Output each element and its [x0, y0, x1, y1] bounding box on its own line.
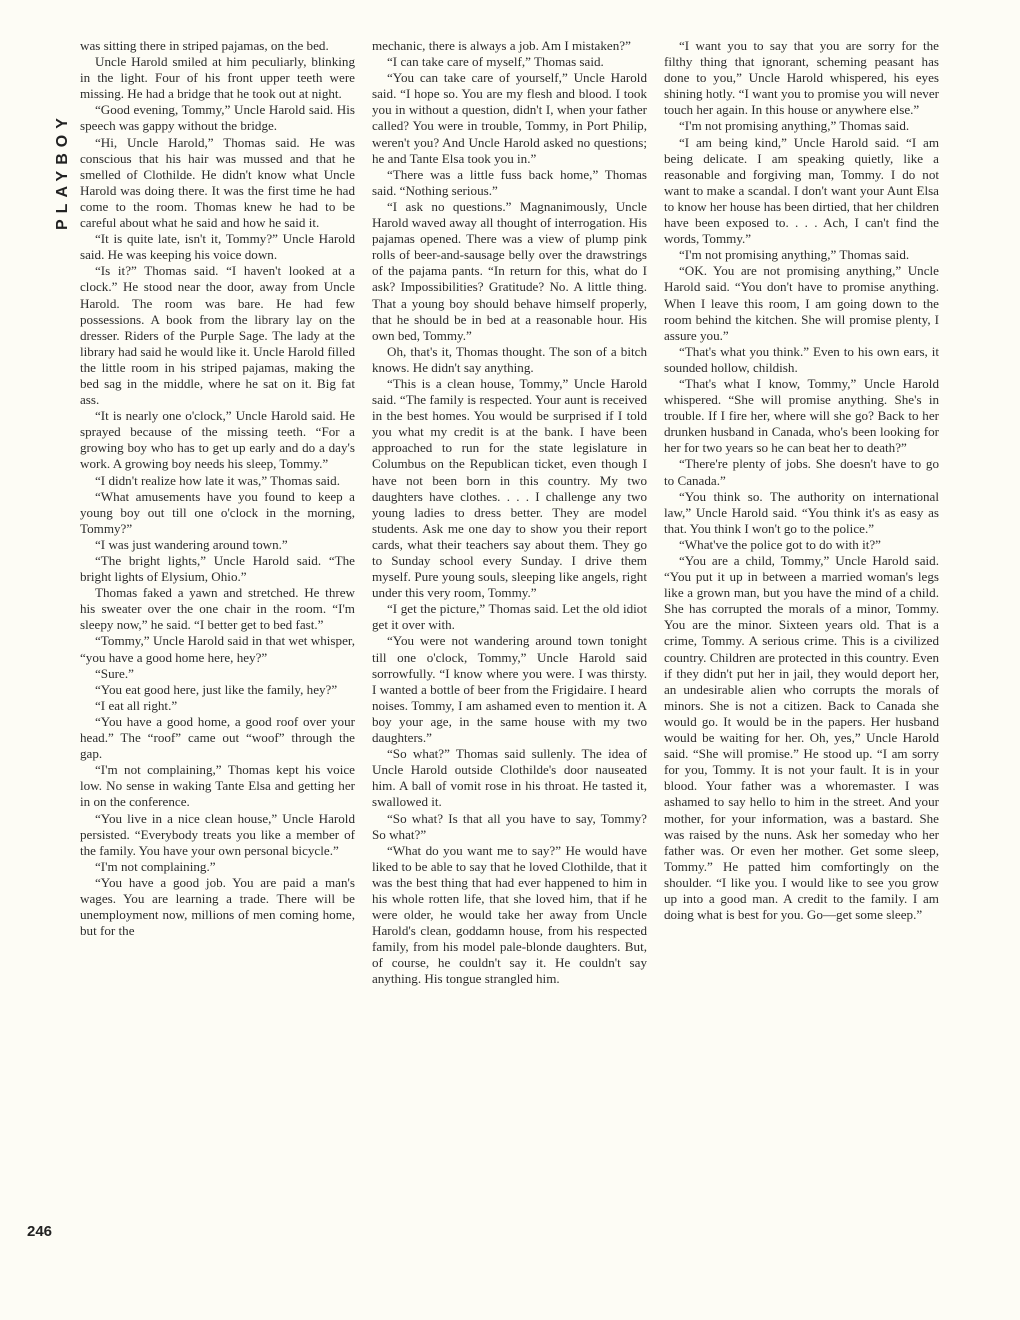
paragraph: “You have a good job. You are paid a man's wages. You are learning a trade. There will be unemployment now, millions of men coming home, but for the [80, 874, 355, 939]
paragraph: “I ask no questions.” Magnanimously, Uncle Harold waved away all thought of interrogation. His pajamas opened. There was a view of plump pink rolls of beer-and-sausage belly over the drawstrings of the pajama pants. “In return for this, what do I ask? Impossibilities? Gratitude? No. A little thing. That a young boy should behave himself properly, that he should be in bed at a reasonable hour. His own bed, Tommy.” [372, 198, 647, 343]
paragraph: Oh, that's it, Thomas thought. The son of a bitch knows. He didn't say anything. [372, 343, 647, 375]
paragraph: “You have a good home, a good roof over your head.” The “roof” came out “woof” through the gap. [80, 713, 355, 762]
paragraph: “Is it?” Thomas said. “I haven't looked at a clock.” He stood near the door, away from Uncle Harold. The room was bare. He had few possessions. A book from the library lay on the dresser. Riders of the Purple Sage. The lady at the library had said he would like it. Uncle Harold filled the little room in his striped pajamas, making the bed sag in the middle, where he sat on it. Big fat ass. [80, 263, 355, 408]
paragraph: mechanic, there is always a job. Am I mistaken?” [372, 38, 631, 53]
paragraph: “There're plenty of jobs. She doesn't have to go to Canada.” [664, 456, 939, 488]
paragraph: “I'm not complaining,” Thomas kept his voice low. No sense in waking Tante Elsa and getting her in on the conference. [80, 762, 355, 810]
paragraph: “What've the police got to do with it?” [679, 536, 881, 552]
magazine-masthead: PLAYBOY [54, 112, 71, 230]
paragraph: “You think so. The authority on international law,” Uncle Harold said. “You think it's as easy as that. You think I won't go to the police.” [664, 488, 939, 536]
paragraph: “Good evening, Tommy,” Uncle Harold said. His speech was gappy without the bridge. [80, 102, 355, 134]
paragraph: “That's what I know, Tommy,” Uncle Harold whispered. “She will promise anything. She's in trouble. If I fire her, where will she go? Back to her drunken husband in Canada, who's been looking for her for two years so he can beat her to death?” [664, 375, 939, 456]
paragraph: “Hi, Uncle Harold,” Thomas said. He was conscious that his hair was mussed and that he smelled of Clothilde. He didn't know what Uncle Harold was doing there. It was the first time he had come to the room. Thomas knew he had to be careful about what he said and how he said it. [80, 134, 355, 231]
paragraph: Uncle Harold smiled at him peculiarly, blinking in the light. Four of his front upper teeth were missing. He had a bridge that he took out at night. [80, 54, 355, 102]
paragraph: “What amusements have you found to keep a young boy out till one o'clock in the morning, Tommy?” [80, 488, 355, 536]
paragraph: Thomas faked a yawn and stretched. He threw his sweater over the one chair in the room. “I'm sleepy now,” he said. “I better get to bed fast.” [80, 585, 355, 633]
page-margin [22, 40, 71, 1260]
paragraph: was sitting there in striped pajamas, on the bed. [80, 38, 329, 53]
text-column-2 [372, 38, 647, 988]
paragraph: “It is nearly one o'clock,” Uncle Harold said. He sprayed because of the missing teeth. “For a growing boy who has to get up early and do a day's work. A growing boy needs his sleep, Tommy.” [80, 408, 355, 472]
paragraph: “I'm not complaining.” [95, 858, 216, 874]
paragraph: “It is quite late, isn't it, Tommy?” Uncle Harold said. He was keeping his voice down. [80, 231, 355, 263]
paragraph: “I didn't realize how late it was,” Thomas said. [95, 472, 341, 488]
paragraph: “I'm not promising anything,” Thomas said. [679, 247, 910, 263]
paragraph: “You were not wandering around town tonight till one o'clock, Tommy,” Uncle Harold said sorrowfully. “I know where you were. I was thirsty. I wanted a bottle of beer from the Frigidaire. I heard noises. Tommy, I am ashamed even to mention it. A boy your age, in the same house with my two daughters.” [372, 633, 647, 746]
text-column-1 [80, 38, 355, 939]
paragraph: “Tommy,” Uncle Harold said in that wet whisper, “you have a good home here, hey?” [80, 633, 355, 665]
paragraph: “OK. You are not promising anything,” Uncle Harold said. “You don't have to promise anything. When I leave this room, I am going down to the room behind the kitchen. She will promise plenty, I assure you.” [664, 263, 939, 343]
paragraph: “I get the picture,” Thomas said. Let the old idiot get it over with. [372, 601, 647, 633]
paragraph: “I want you to say that you are sorry for the filthy thing that ignorant, scheming peasant has done to you,” Uncle Harold whispered, his eyes shining hotly. “I want you to promise you will never touch her again. In this house or anywhere else.” [664, 38, 939, 118]
paragraph: “So what? Is that all you have to say, Tommy? So what?” [372, 810, 647, 842]
paragraph: “So what?” Thomas said sullenly. The idea of Uncle Harold outside Clothilde's door nauseated him. A ball of vomit rose in his throat. He tasted it, swallowed it. [372, 746, 647, 810]
paragraph: “You can take care of yourself,” Uncle Harold said. “I hope so. You are my flesh and blood. I took you in without a question, didn't I, when your father called? You were in trouble, Tommy, in Port Philip, weren't you? And Uncle Harold asked no questions; he and Tante Elsa took you in.” [372, 70, 647, 166]
paragraph: “The bright lights,” Uncle Harold said. “The bright lights of Elysium, Ohio.” [80, 553, 355, 585]
paragraph: “There was a little fuss back home,” Thomas said. “Nothing serious.” [372, 166, 647, 198]
paragraph: “That's what you think.” Even to his own ears, it sounded hollow, childish. [664, 343, 939, 375]
paragraph: “You eat good here, just like the family, hey?” [95, 681, 338, 697]
paragraph: “You are a child, Tommy,” Uncle Harold said. “You put it up in between a married woman's legs like a grown man, but you have the mind of a child. She has corrupted the morals of a minor, Tommy. You are the minor. Sixteen years old. That is a crime, Tommy. A serious crime. This is a civilized country. Children are protected in this country. Even if they didn't put her in jail, they would deport her, an undesirable alien who corrupts the morals of minors. She is not a citizen. Back to Canada she would go. It would be in the papers. Her husband would be waiting for her. Oh, yes,” Uncle Harold said. “She will promise.” He stood up. “I am sorry for you, Tommy. It is not your fault. It is in your blood. Your father was a whoremaster. I was ashamed to say hello to him in the street. And your mother, for your information, was a bastard. She was raised by the nuns. Ask her someday who her father was. Or even her mother. Get some sleep, Tommy.” He patted him comfortingly on the shoulder. “I like you. I would like to see you grow up into a good man. A credit to the family. I am doing what is best for you. Go—get some sleep.” [664, 553, 939, 923]
paragraph: “Sure.” [95, 665, 134, 681]
paragraph: “I am being kind,” Uncle Harold said. “I am being delicate. I am speaking quietly, like a reasonable and forgiving man, Tommy. I do not want to make a scandal. I don't want your Aunt Elsa to know her house has been dirtied, that her children have been exposed to. . . . Ach, I can't find the words, Tommy.” [664, 134, 939, 247]
paragraph: “I eat all right.” [95, 697, 178, 713]
paragraph: “I can take care of myself,” Thomas said. [387, 54, 604, 70]
text-column-3 [664, 38, 939, 923]
paragraph: “What do you want me to say?” He would have liked to be able to say that he loved Clothilde, that it was the best thing that had ever happened to him in his whole rotten life, that she loved him, that if he were older, he would take her away from Uncle Harold's clean, goddamn house, from his respected family, from his model pale-blonde daughters. But, of course, he couldn't say it. He couldn't say anything. His tongue strangled him. [372, 842, 647, 987]
paragraph: “You live in a nice clean house,” Uncle Harold persisted. “Everybody treats you like a member of the family. You have your own personal bicycle.” [80, 810, 355, 858]
page-number: 246 [27, 1223, 53, 1240]
paragraph: “This is a clean house, Tommy,” Uncle Harold said. “The family is respected. Your aunt is received in the best homes. You would be surprised if I told you what my credit is at the bank. I have been approached to run for the state legislature in Columbus on the Republican ticket, even though I have not been born in this country. My two daughters have clothes. . . . I challenge any two young ladies to dress better. They are model students. Ask me one day to show you their report cards, what their teachers say about them. They go to Sunday school every Sunday. I drive them myself. Pure young souls, sleeping like angels, right under this very room, Tommy.” [372, 375, 647, 601]
paragraph: “I was just wandering around town.” [95, 536, 288, 552]
paragraph: “I'm not promising anything,” Thomas said. [679, 118, 910, 134]
